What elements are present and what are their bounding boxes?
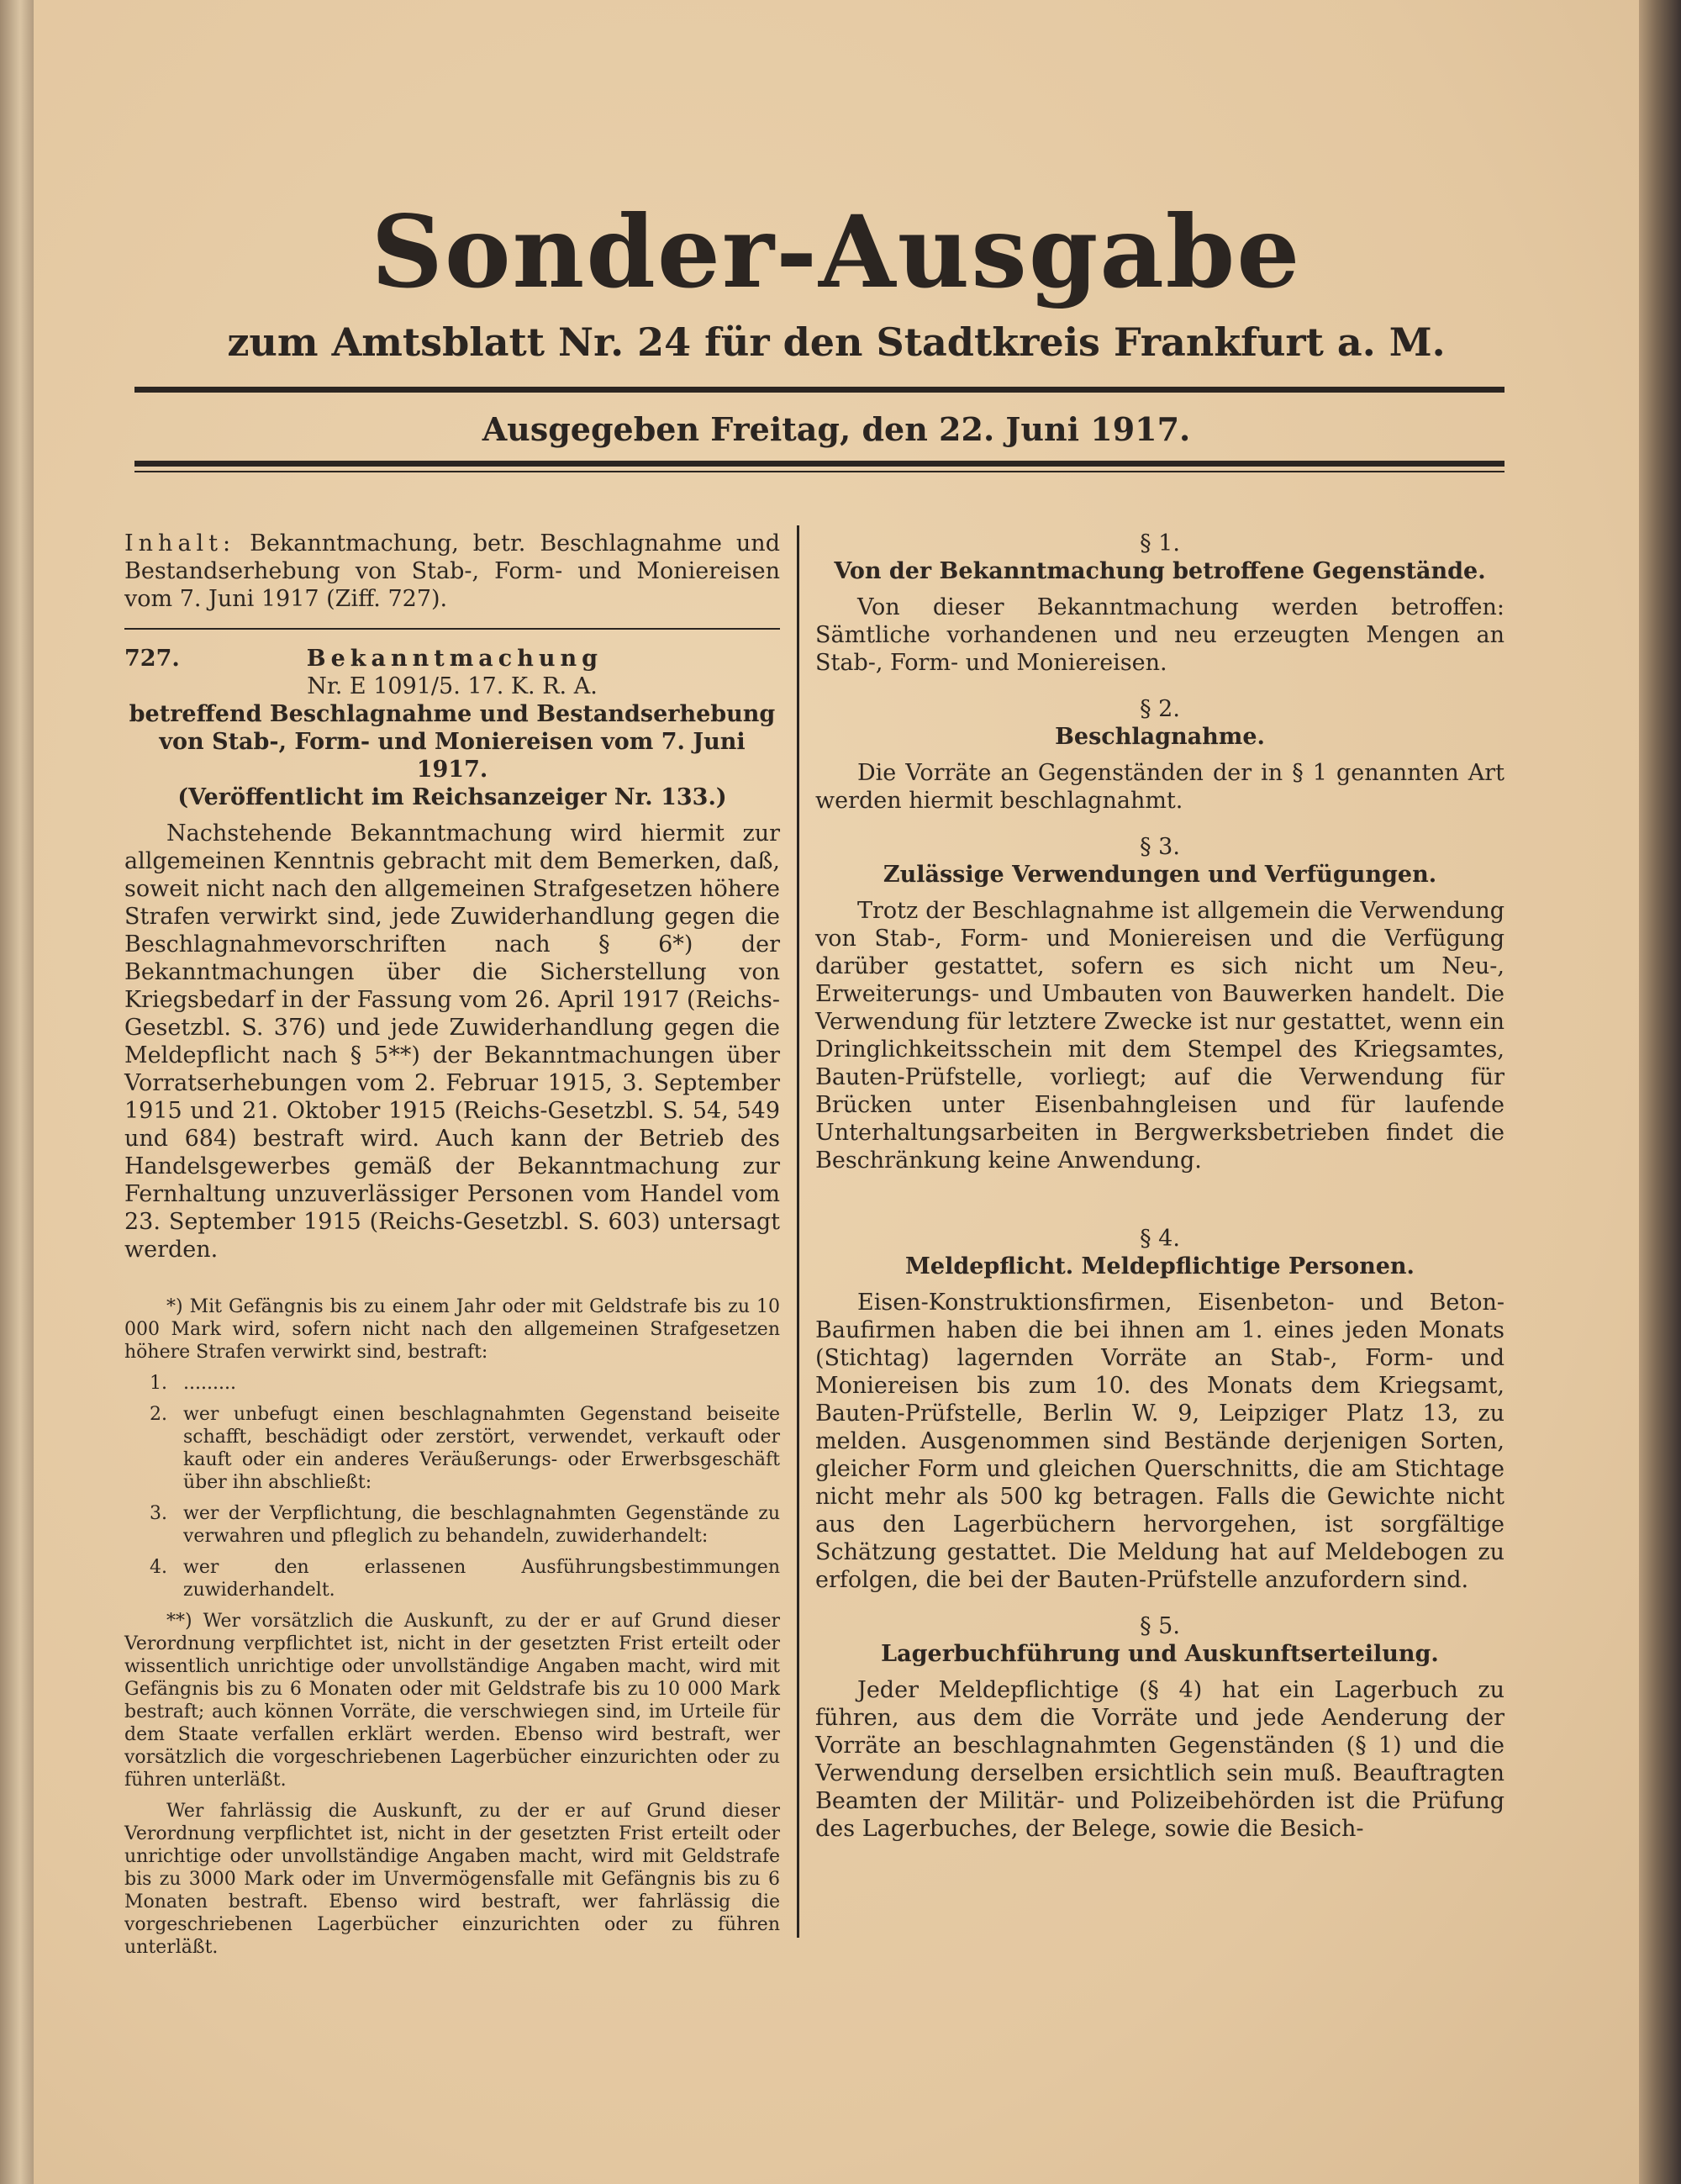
item-number: 727. bbox=[124, 646, 180, 672]
section-2-text: Die Vorräte an Gegenständen der in § 1 genannten Art werden hiermit beschlagnahmt. bbox=[815, 760, 1504, 814]
section-3-title: Zulässige Verwendungen und Verfügungen. bbox=[883, 862, 1437, 888]
masthead-subtitle: zum Amtsblatt Nr. 24 für den Stadtkreis Frankfurt a. M. bbox=[227, 319, 1446, 365]
masthead-rule-bottom-thin bbox=[134, 471, 1504, 472]
section-2-title: Beschlagnahme. bbox=[1055, 724, 1265, 750]
footnote-1-item: 2. wer unbefugt einen beschlagnahmten Gegenstand beiseite schafft, beschädigt oder zerstört, verwendet, verkauft oder kauft oder ein anderes Veräußerungs- oder Erwerbsgeschäft über ihn abschließt: bbox=[150, 1404, 780, 1493]
issue-date: Ausgegeben Freitag, den 22. Juni 1917. bbox=[482, 410, 1191, 448]
footnotes bbox=[124, 1295, 780, 1959]
section-4-number: § 4. bbox=[1140, 1226, 1180, 1252]
section-4-title: Meldepflicht. Meldepflichtige Personen. bbox=[905, 1253, 1415, 1279]
item-heading: Bekanntmachung bbox=[306, 646, 603, 672]
section-4-text: Eisen-Konstruktionsfirmen, Eisenbeton- und Beton-Baufirmen haben die bei ihnen am 1. eines jeden Monats (Stichtag) lagernden Vorräte an Stab-, Form- und Moniereisen bis zum 10. des Monats dem Kriegsamt, Bauten-Prüfstelle, Berlin W. 9, Leipziger Platz 13, zu melden. Ausgenommen sind Bestände derjenigen Sorten, gleicher Form und gleichen Querschnitts, die am Stichtage nicht mehr als 500 kg betragen. Falls die Gewichte nicht aus den Lagerbüchern hervorgehen, ist sorgfältige Schätzung gestattet. Die Meldung hat auf Meldebogen zu erfolgen, die bei der Bauten-Prüfstelle anzufordern sind. bbox=[815, 1290, 1504, 1593]
item-header bbox=[124, 645, 780, 673]
item-reference: Nr. E 1091/5. 17. K. R. A. bbox=[307, 673, 598, 699]
section-5-number: § 5. bbox=[1140, 1613, 1180, 1639]
footnote-2: **) Wer vorsätzlich die Auskunft, zu der er auf Grund dieser Verordnung verpflichtet ist, nicht in der gesetzten Frist erteilt oder wissentlich unrichtige oder unvollständige Angaben macht, wird mit Gefängnis bis zu 6 Monaten oder mit Geldstrafe bis zu 10 000 Mark bestraft; auch können Vorräte, die verschwiegen sind, im Urteile für dem Staate verfallen erklärt werden. Ebenso wird bestraft, wer vorsätzlich die vorgeschriebenen Lagerbücher einzurichten oder zu führen unterläßt. bbox=[124, 1611, 780, 1791]
masthead-title: Sonder-Ausgabe bbox=[371, 193, 1302, 310]
section-5-title: Lagerbuchführung und Auskunftserteilung. bbox=[881, 1641, 1439, 1667]
contents-label: Inhalt: bbox=[124, 530, 236, 557]
item-title: betreffend Beschlagnahme und Bestandserhebung von Stab-, Form- und Moniereisen vom 7. Juni 1917. bbox=[129, 701, 776, 783]
footnote-1-item: 4. wer den erlassenen Ausführungsbestimmungen zuwiderhandelt. bbox=[150, 1557, 780, 1601]
section-5-text: Jeder Meldepflichtige (§ 4) hat ein Lagerbuch zu führen, aus dem die Vorräte und jede Aenderung der Vorräte an beschlagnahmten Gegenständen (§ 1) und die Verwendung derselben ersichtlich sein muß. Beauftragten Beamten der Militär- und Polizeibehörden ist die Prüfung des Lagerbuches, der Belege, sowie die Besich- bbox=[815, 1677, 1504, 1842]
right-column bbox=[815, 530, 1504, 1843]
footnote-1-item: 3. wer der Verpflichtung, die beschlagnahmten Gegenstände zu verwahren und pfleglich zu behandeln, zuwiderhandelt: bbox=[150, 1503, 780, 1547]
footnote-1-intro: *) Mit Gefängnis bis zu einem Jahr oder mit Geldstrafe bis zu 10 000 Mark wird, sofern nicht nach den allgemeinen Strafgesetzen höhere Strafen verwirkt sind, bestraft: bbox=[124, 1296, 780, 1363]
section-3-number: § 3. bbox=[1140, 834, 1180, 860]
item-publication: (Veröffentlicht im Reichsanzeiger Nr. 133.) bbox=[177, 784, 727, 810]
section-1-number: § 1. bbox=[1140, 530, 1180, 557]
document-page bbox=[34, 0, 1639, 2184]
column-divider bbox=[797, 525, 799, 1938]
section-3-text: Trotz der Beschlagnahme ist allgemein die Verwendung von Stab-, Form- und Moniereisen und die Verfügung darüber gestattet, sofern es sich nicht um Neu-, Erweiterungs- und Umbauten von Bauwerken handelt. Die Verwendung für letztere Zwecke ist nur gestattet, wenn ein Dringlichkeitsschein mit dem Stempel des Kriegsamtes, Bauten-Prüfstelle, vorliegt; auf die Verwendung für Brücken unter Eisenbahngleisen und für laufende Unterhaltungsarbeiten in Bergwerksbetrieben findet die Beschränkung keine Anwendung. bbox=[815, 898, 1504, 1174]
masthead-rule-top bbox=[134, 387, 1504, 393]
footnote-1-item: 1. ......... bbox=[150, 1373, 236, 1394]
book-binding-left bbox=[0, 0, 34, 2184]
contents-divider bbox=[124, 628, 780, 630]
left-column bbox=[124, 530, 780, 1959]
contents-note bbox=[124, 530, 780, 613]
intro-paragraph: Nachstehende Bekanntmachung wird hiermit zur allgemeinen Kenntnis gebracht mit dem Bemerken, daß, soweit nicht nach den allgemeinen Strafgesetzen höhere Strafen verwirkt sind, jede Zuwiderhandlung gegen die Beschlagnahmevorschriften nach § 6*) der Bekanntmachungen über die Sicherstellung von Kriegsbedarf in der Fassung vom 26. April 1917 (Reichs-Gesetzbl. S. 376) und jede Zuwiderhandlung gegen die Meldepflicht nach § 5**) der Bekanntmachungen über Vorratserhebungen vom 2. Februar 1915, 3. September 1915 und 21. Oktober 1915 (Reichs-Gesetzbl. S. 54, 549 und 684) bestraft wird. Auch kann der Betrieb des Handelsgewerbes gemäß der Bekanntmachung zur Fernhaltung unzuverlässiger Personen vom Handel vom 23. September 1915 (Reichs-Gesetzbl. S. 603) untersagt werden. bbox=[124, 820, 780, 1263]
book-binding-right bbox=[1639, 0, 1681, 2184]
section-1-text: Von dieser Bekanntmachung werden betroffen: Sämtliche vorhandenen und neu erzeugten Mengen an Stab-, Form- und Moniereisen. bbox=[815, 594, 1504, 676]
footnote-3: Wer fahrlässig die Auskunft, zu der er auf Grund dieser Verordnung verpflichtet ist, nicht in der gesetzten Frist erteilt oder unrichtige oder unvollständige Angaben macht, wird mit Geldstrafe bis zu 3000 Mark oder im Unvermögensfalle mit Gefängnis bis zu 6 Monaten bestraft. Ebenso wird bestraft, wer fahrlässig die vorgeschriebenen Lagerbücher einzurichten oder zu führen unterläßt. bbox=[124, 1801, 780, 1958]
section-1-title: Von der Bekanntmachung betroffene Gegenstände. bbox=[834, 558, 1486, 584]
contents-text: Bekanntmachung, betr. Beschlagnahme und Bestandserhebung von Stab-, Form- und Moniereisen vom 7. Juni 1917 (Ziff. 727). bbox=[124, 530, 780, 612]
masthead-rule-bottom bbox=[134, 461, 1504, 467]
section-2-number: § 2. bbox=[1140, 696, 1180, 722]
